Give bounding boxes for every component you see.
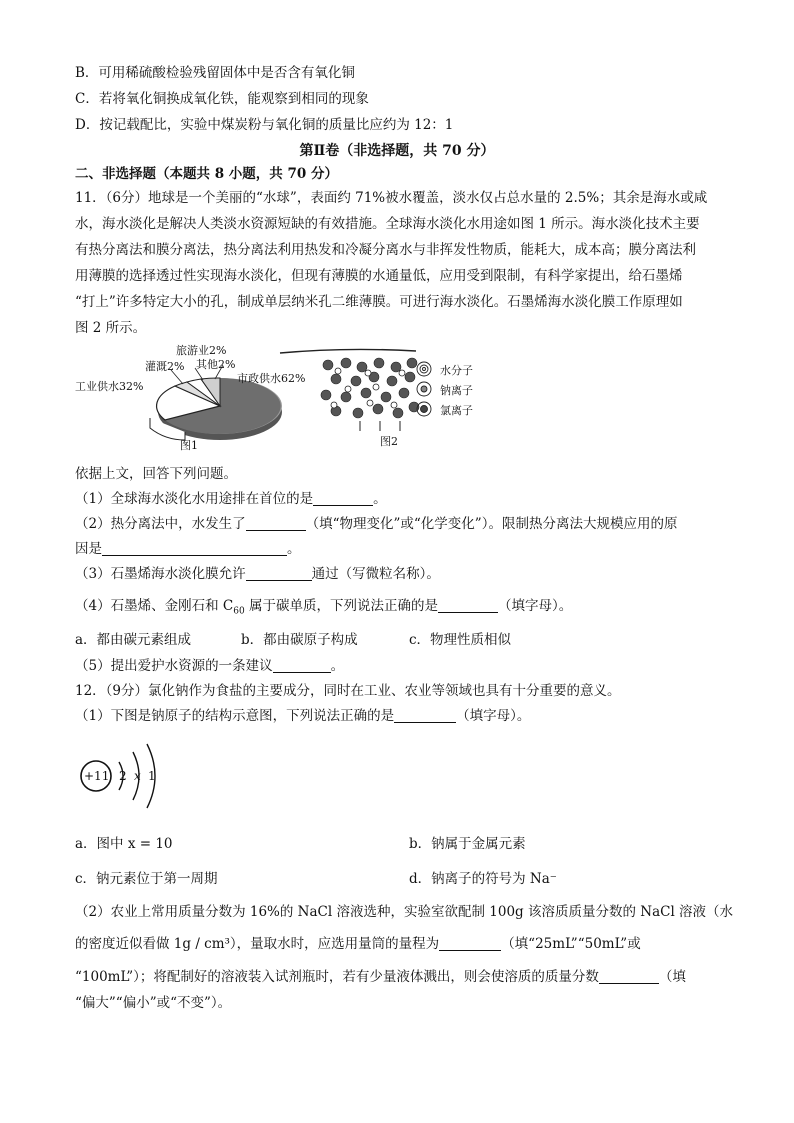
q11-p3-text-b: 通过（写微粒名称）。: [311, 566, 440, 582]
q12-p2-text-b: （填“25mL”“50mL”或: [501, 936, 641, 952]
q11-stem-4: 用薄膜的选择透过性实现海水淡化，但现有薄膜的水通量低，应用受到限制，有科学家提出，给石墨烯: [75, 268, 683, 284]
figure-2-caption: 图2: [380, 435, 398, 448]
answer-blank[interactable]: [246, 516, 306, 531]
q11-part5: [75, 657, 344, 675]
option-d: D．按记载配比，实验中煤炭粉与氧化铜的质量比应约为 12：1: [75, 117, 454, 133]
answer-blank[interactable]: [313, 491, 373, 506]
pie-label-industry: 工业供水32%: [75, 380, 144, 393]
q11-stem-6: 图 2 所示。: [75, 320, 147, 336]
q11-p2-text-a: （2）热分离法中，水发生了: [75, 516, 246, 532]
q11-p2-text-c: 因是: [75, 541, 102, 557]
q11-stem-2: 水，海水淡化是解决人类淡水资源短缺的有效措施。全球海水淡化水用途如图 1 所示。海水淡化技术主要: [75, 216, 700, 232]
legend-chloride: 氯离子: [440, 404, 473, 417]
q11-p4-text-c: （填字母）。: [497, 598, 573, 614]
q11-stem-3: 有热分离法和膜分离法，热分离法利用热发和冷凝分离水与非挥发性物质，能耗大，成本高；膜分离法利: [75, 242, 696, 258]
answer-blank[interactable]: [599, 969, 659, 984]
q11-part2-cont: [75, 540, 301, 558]
q12-part1: [75, 707, 530, 725]
figure-2: [276, 345, 516, 450]
option-b: B．可用稀硫酸检验残留固体中是否含有氧化铜: [75, 65, 355, 81]
figure-1-caption: 图1: [180, 439, 198, 452]
q12-option-c: c．钠元素位于第一周期: [75, 871, 218, 887]
q12-part2-line1: （2）农业上常用质量分数为 16%的 NaCl 溶液选种，实验室欲配制 100g 该溶质质量分数的 NaCl 溶液（水: [75, 904, 734, 920]
q11-stem-5: “打上”许多特定大小的孔，制成单层纳米孔二维薄膜。可进行海水淡化。石墨烯海水淡化膜工作原理如: [75, 294, 683, 310]
q11-part3: [75, 565, 440, 583]
q11-p4-option-a: a．都由碳元素组成: [75, 632, 192, 648]
q11-part4: [75, 597, 572, 621]
section-heading: 二、非选择题（本题共 8 小题，共 70 分）: [75, 166, 338, 182]
q11-intro: 依据上文，回答下列问题。: [75, 466, 237, 482]
atom-nucleus: +11: [84, 769, 110, 783]
sodium-atom-diagram: [75, 738, 165, 813]
q11-part1: [75, 490, 387, 508]
q11-p5-end: 。: [330, 658, 345, 674]
volume-title: 第Ⅱ卷（非选择题，共 70 分）: [299, 143, 495, 159]
q11-p2-end: 。: [287, 541, 301, 557]
answer-blank[interactable]: [438, 598, 498, 613]
q12-option-a: a．图中 x = 10: [75, 836, 173, 852]
q12-option-d: d．钠离子的符号为 Na⁻: [409, 871, 557, 887]
atom-shell-2: x: [134, 769, 141, 783]
q12-p1-text-b: （填字母）。: [456, 708, 531, 724]
q12-part2-line4: “偏大”“偏小”或“不变”）。: [75, 995, 232, 1011]
q11-p4-sub: 60: [233, 606, 245, 617]
pie-label-municipal: 市政供水62%: [237, 372, 306, 385]
q12-p2-text-a: 的密度近似看做 1g / cm³），量取水时，应选用量筒的量程为: [75, 936, 440, 952]
q12-p1-text-a: （1）下图是钠原子的结构示意图，下列说法正确的是: [75, 708, 395, 724]
atom-shell-1: 2: [119, 769, 127, 783]
answer-blank[interactable]: [394, 708, 456, 723]
atom-shell-3: 1: [148, 769, 156, 783]
pie-label-tourism: 旅游业2%: [176, 344, 227, 357]
answer-blank[interactable]: [273, 658, 331, 673]
legend-water: 水分子: [440, 364, 473, 377]
legend-sodium: 钠离子: [440, 384, 473, 397]
q12-part2-line2: [75, 935, 641, 953]
answer-blank[interactable]: [246, 566, 312, 581]
figure-1: [75, 340, 310, 455]
q11-p1-text: （1）全球海水淡化水用途排在首位的是: [75, 491, 314, 507]
option-c: C．若将氧化铜换成氧化铁，能观察到相同的现象: [75, 91, 369, 107]
q11-p3-text-a: （3）石墨烯海水淡化膜允许: [75, 566, 246, 582]
q12-part2-line3: [75, 968, 686, 986]
q11-p4-option-b: b．都由碳原子构成: [241, 632, 358, 648]
q11-stem-1: 11．（6分）地球是一个美丽的“水球”，表面约 71%被水覆盖，淡水仅占总水量的 2.5%；其余是海水或咸: [75, 190, 708, 206]
pie-label-other: 其他2%: [196, 358, 236, 371]
pie-label-irrigation: 灌溉2%: [145, 360, 185, 373]
answer-blank[interactable]: [102, 541, 287, 556]
q11-p4-text-b: 属于碳单质，下列说法正确的是: [244, 598, 438, 614]
q11-p5-text: （5）提出爱护水资源的一条建议: [75, 658, 273, 674]
q11-p4-text-a: （4）石墨烯、金刚石和 C: [75, 598, 234, 614]
q11-p2-text-b: （填“物理变化”或“化学变化”）。限制热分离法大规模应用的原: [305, 516, 678, 532]
q11-p4-option-c: c．物理性质相似: [409, 632, 512, 648]
q11-part2: [75, 515, 677, 533]
q12-p2-text-d: （填: [658, 969, 686, 985]
answer-blank[interactable]: [439, 936, 501, 951]
q12-stem: 12．（9分）氯化钠作为食盐的主要成分，同时在工业、农业等领域也具有十分重要的意义。: [75, 683, 621, 699]
q12-option-b: b．钠属于金属元素: [409, 836, 526, 852]
q11-p1-end: 。: [373, 491, 387, 507]
q12-p2-text-c: “100mL”）；将配制好的溶液装入试剂瓶时，若有少量液体溅出，则会使溶质的质量分数: [75, 969, 599, 985]
